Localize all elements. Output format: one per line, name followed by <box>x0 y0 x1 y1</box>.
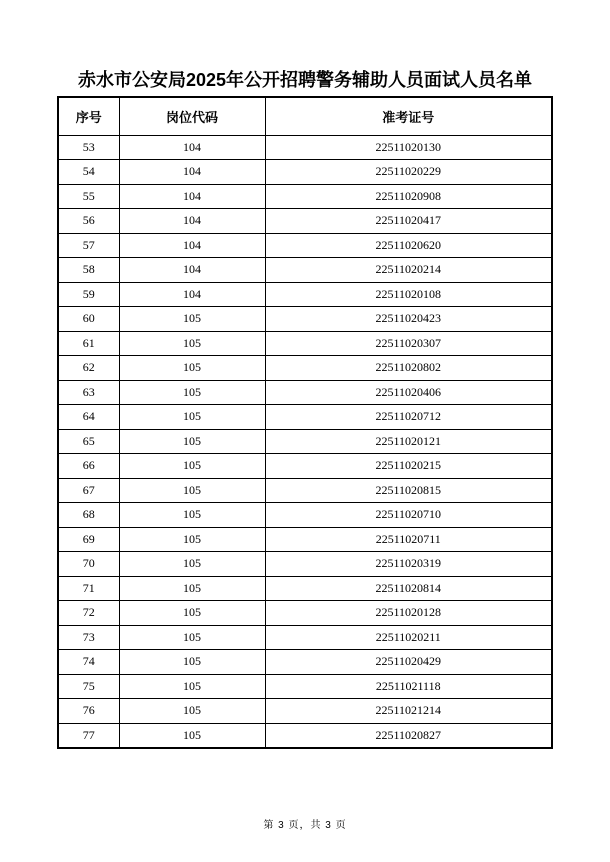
table-cell: 22511020307 <box>265 331 552 356</box>
table-cell: 74 <box>58 650 119 675</box>
table-cell: 22511020827 <box>265 723 552 748</box>
table-row <box>58 307 552 332</box>
table-cell: 22511020406 <box>265 380 552 405</box>
table-cell: 105 <box>119 454 265 479</box>
table-cell: 22511020429 <box>265 650 552 675</box>
table-row <box>58 184 552 209</box>
table-cell: 105 <box>119 674 265 699</box>
table-cell: 59 <box>58 282 119 307</box>
table-cell: 68 <box>58 503 119 528</box>
table-cell: 22511020121 <box>265 429 552 454</box>
table-cell: 105 <box>119 699 265 724</box>
column-header: 准考证号 <box>265 97 552 135</box>
table-cell: 69 <box>58 527 119 552</box>
table-cell: 105 <box>119 527 265 552</box>
table-cell: 22511020214 <box>265 258 552 283</box>
table-cell: 105 <box>119 380 265 405</box>
table-row <box>58 405 552 430</box>
table-cell: 104 <box>119 282 265 307</box>
table-cell: 67 <box>58 478 119 503</box>
table-row <box>58 552 552 577</box>
table-row <box>58 625 552 650</box>
table-row <box>58 503 552 528</box>
table-cell: 22511021214 <box>265 699 552 724</box>
table-row <box>58 429 552 454</box>
table-cell: 57 <box>58 233 119 258</box>
table-cell: 22511020711 <box>265 527 552 552</box>
table-cell: 63 <box>58 380 119 405</box>
table-cell: 105 <box>119 503 265 528</box>
table-row <box>58 699 552 724</box>
table-row <box>58 258 552 283</box>
table-cell: 22511020908 <box>265 184 552 209</box>
table-cell: 105 <box>119 552 265 577</box>
table-row <box>58 576 552 601</box>
page-number: 第 3 页，共 3 页 <box>263 820 347 831</box>
table-row <box>58 356 552 381</box>
table-cell: 55 <box>58 184 119 209</box>
table-cell: 105 <box>119 625 265 650</box>
table-cell: 105 <box>119 307 265 332</box>
table-cell: 105 <box>119 650 265 675</box>
table-cell: 105 <box>119 331 265 356</box>
table-row <box>58 454 552 479</box>
table-row <box>58 601 552 626</box>
table-cell: 77 <box>58 723 119 748</box>
table-cell: 22511020108 <box>265 282 552 307</box>
table-cell: 105 <box>119 723 265 748</box>
table-cell: 22511020620 <box>265 233 552 258</box>
table-row <box>58 282 552 307</box>
table-row <box>58 650 552 675</box>
table-row <box>58 478 552 503</box>
table-body <box>58 135 552 748</box>
table-cell: 105 <box>119 478 265 503</box>
column-header: 序号 <box>58 97 119 135</box>
table-cell: 22511020814 <box>265 576 552 601</box>
table-cell: 104 <box>119 233 265 258</box>
table-cell: 22511020815 <box>265 478 552 503</box>
table-cell: 22511020710 <box>265 503 552 528</box>
table-cell: 22511020211 <box>265 625 552 650</box>
table-cell: 105 <box>119 576 265 601</box>
table-cell: 58 <box>58 258 119 283</box>
table-cell: 22511021118 <box>265 674 552 699</box>
table-cell: 70 <box>58 552 119 577</box>
table-cell: 22511020319 <box>265 552 552 577</box>
table-cell: 22511020215 <box>265 454 552 479</box>
table-row <box>58 527 552 552</box>
table-cell: 61 <box>58 331 119 356</box>
table-cell: 53 <box>58 135 119 160</box>
table-cell: 75 <box>58 674 119 699</box>
table-cell: 105 <box>119 356 265 381</box>
table-cell: 104 <box>119 184 265 209</box>
table-cell: 104 <box>119 209 265 234</box>
table-cell: 105 <box>119 405 265 430</box>
table-cell: 22511020802 <box>265 356 552 381</box>
table-row <box>58 723 552 748</box>
table-row <box>58 674 552 699</box>
table-cell: 65 <box>58 429 119 454</box>
table-row <box>58 160 552 185</box>
table-cell: 22511020130 <box>265 135 552 160</box>
table-cell: 22511020423 <box>265 307 552 332</box>
table-cell: 66 <box>58 454 119 479</box>
table-row <box>58 209 552 234</box>
table-cell: 62 <box>58 356 119 381</box>
table-row <box>58 380 552 405</box>
table-cell: 76 <box>58 699 119 724</box>
table-cell: 104 <box>119 135 265 160</box>
column-header: 岗位代码 <box>119 97 265 135</box>
table-cell: 104 <box>119 258 265 283</box>
table-row <box>58 233 552 258</box>
table-cell: 104 <box>119 160 265 185</box>
table-cell: 22511020128 <box>265 601 552 626</box>
table-cell: 56 <box>58 209 119 234</box>
table-cell: 71 <box>58 576 119 601</box>
table-row <box>58 135 552 160</box>
table-cell: 22511020712 <box>265 405 552 430</box>
table-cell: 60 <box>58 307 119 332</box>
page-title: 赤水市公安局2025年公开招聘警务辅助人员面试人员名单 <box>77 70 533 90</box>
table-row <box>58 331 552 356</box>
candidate-table <box>57 96 553 749</box>
table-cell: 72 <box>58 601 119 626</box>
table-cell: 64 <box>58 405 119 430</box>
table-cell: 105 <box>119 429 265 454</box>
table-cell: 22511020229 <box>265 160 552 185</box>
table-cell: 105 <box>119 601 265 626</box>
table-header-row <box>58 97 552 135</box>
table-cell: 73 <box>58 625 119 650</box>
table-cell: 22511020417 <box>265 209 552 234</box>
table-cell: 54 <box>58 160 119 185</box>
